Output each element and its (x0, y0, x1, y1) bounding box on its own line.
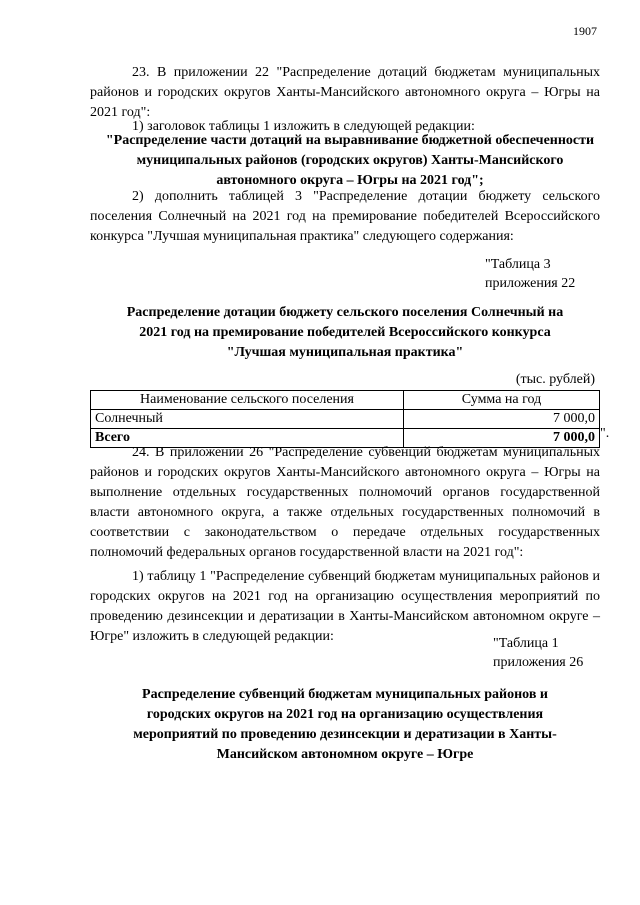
header-name: Наименование сельского поселения (91, 391, 404, 410)
table-row (91, 410, 600, 429)
table-3-title: Распределение дотации бюджету сельского поселения Солнечный на 2021 год на премирование победителей Всероссийского конкурса "Лучшая муниципальная практика" (126, 305, 564, 360)
table-ref-line2: приложения 22 (485, 276, 576, 291)
row-name: Солнечный (91, 410, 404, 429)
header-amount: Сумма на год (404, 391, 600, 410)
item-24-sub1: 1) таблицу 1 "Распределение субвенций бюджетам муниципальных районов и городских округов на 2021 год на организацию осуществления мероприятий по проведению дезинсекции и дератизации в Ханты-Мансийском автономном округе – Югре" изложить в следующей редакции: (90, 569, 600, 644)
table-ref-line1: "Таблица 1 (493, 636, 559, 651)
table-ref-line2: приложения 26 (493, 655, 584, 670)
table-1-title: Распределение субвенций бюджетам муниципальных районов и городских округов на 2021 год на организацию осуществления мероприятий по проведению дезинсекции и дератизации в Ханты-Мансийском автономном округе – Югре (133, 687, 557, 762)
row-amount: 7 000,0 (404, 410, 600, 429)
page-number: 1907 (573, 24, 597, 38)
table-ref-line1: "Таблица 3 (485, 257, 551, 272)
item-24-intro: 24. В приложении 26 "Распределение субвенций бюджетам муниципальных районов и городских округов Ханты-Мансийского автономного округа – Югры на выполнение отдельных государственных полномочий органов государственной власти автономного округа, а также отдельных государственных полномочий в соответствии с законодательством о передаче отдельных государственных полномочий федеральных органов государственной власти на 2021 год": (90, 445, 600, 560)
item-23-sub1: 1) заголовок таблицы 1 изложить в следующей редакции: (132, 119, 475, 134)
table-3 (90, 390, 600, 448)
total-amount: 7 000,0 (404, 429, 600, 448)
table-header-row (91, 391, 600, 410)
item-23-sub2: 2) дополнить таблицей 3 "Распределение дотации бюджету сельского поселения Солнечный на 2021 год на премирование победителей Всероссийского конкурса "Лучшая муниципальная практика" следующего содержания: (90, 189, 600, 244)
table-closing-quote: ". (600, 426, 610, 441)
unit-label: (тыс. рублей) (515, 372, 595, 387)
total-name: Всего (91, 429, 404, 448)
item-23-intro: 23. В приложении 22 "Распределение дотаций бюджетам муниципальных районов и городских округов Ханты-Мансийского автономного округа – Югры на 2021 год": (90, 65, 600, 120)
item-23-new-title: "Распределение части дотаций на выравнивание бюджетной обеспеченности муниципальных районов (городских округов) Ханты-Мансийского автономного округа – Югры на 2021 год"; (105, 133, 595, 188)
